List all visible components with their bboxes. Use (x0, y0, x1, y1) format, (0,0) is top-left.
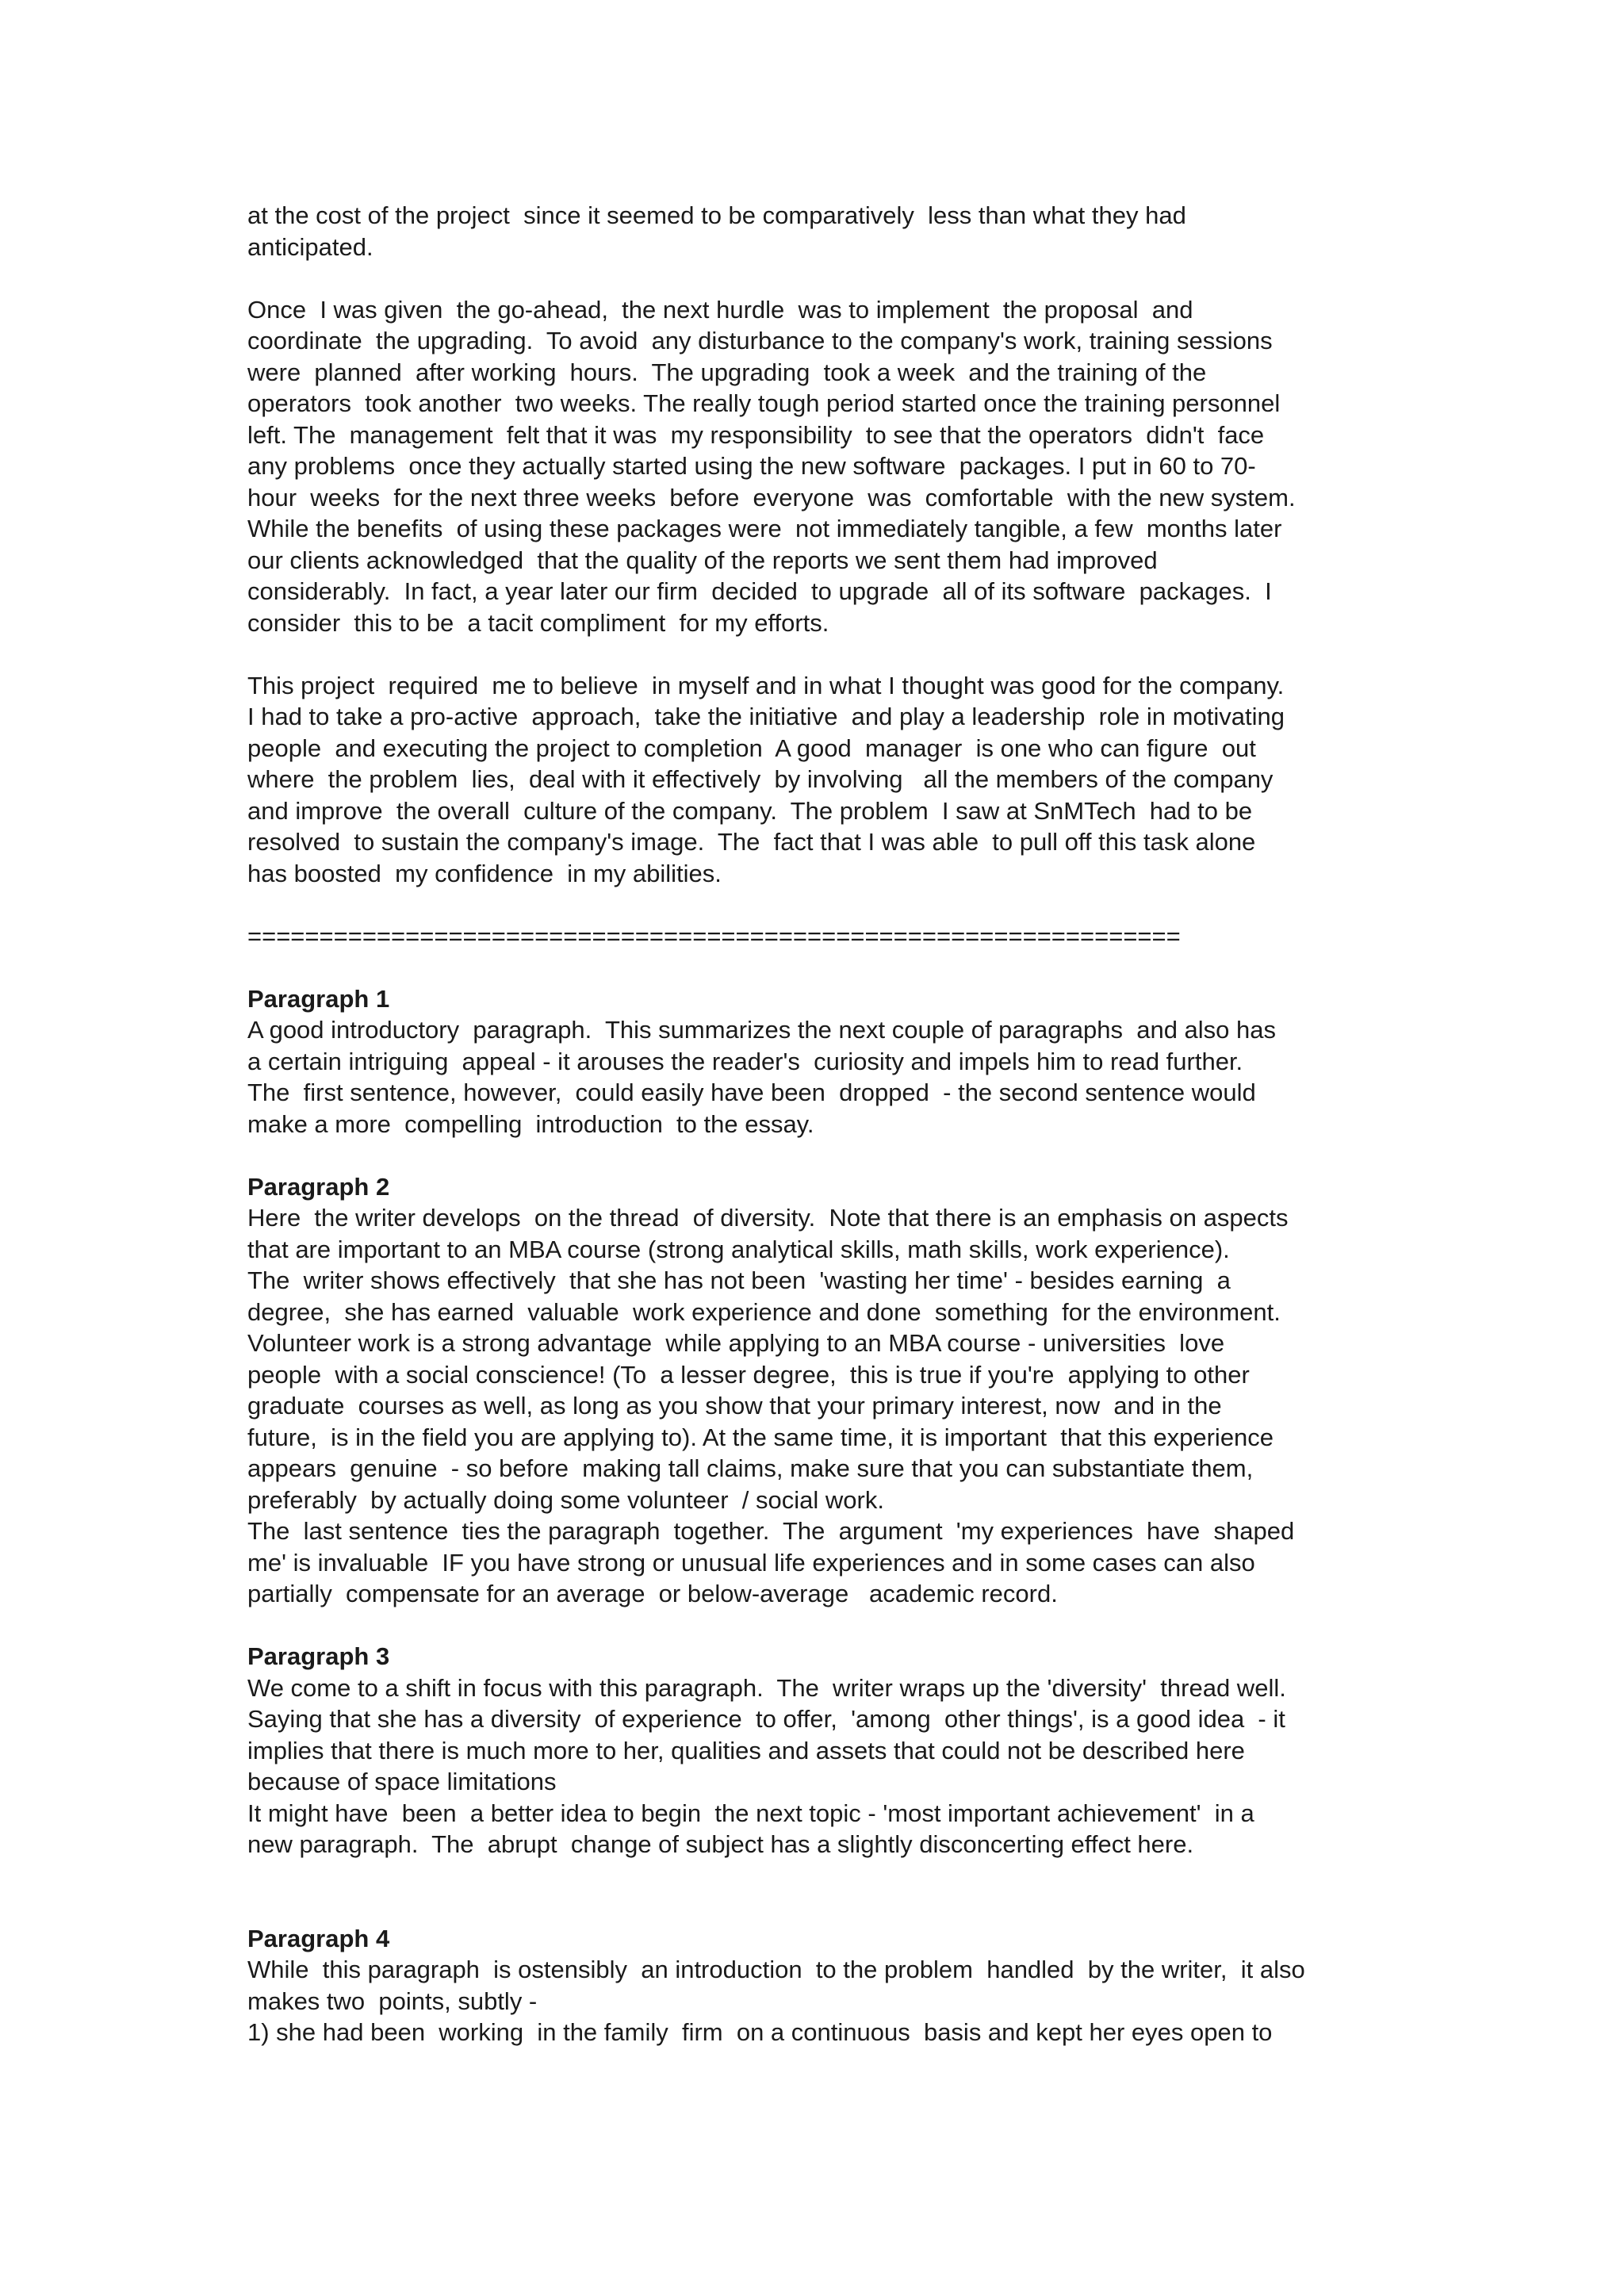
text-line: anticipated. (247, 232, 373, 261)
text-line: a certain intriguing appeal - it arouses the reader's curiosity and impels him to read further. (247, 1047, 1243, 1075)
text-line: coordinate the upgrading. To avoid any disturbance to the company's work, training sessions (247, 327, 1273, 354)
section-heading: Paragraph 3 (247, 1642, 390, 1670)
text-line: The first sentence, however, could easily have been dropped - the second sentence would (247, 1079, 1256, 1106)
text-line: any problems once they actually started using the new software packages. I put in 60 to 70- (247, 452, 1256, 480)
text-line: Volunteer work is a strong advantage while applying to an MBA course - universities love (247, 1329, 1225, 1357)
text-line: me' is invaluable IF you have strong or unusual life experiences and in some cases can also (247, 1548, 1255, 1577)
text-line: people with a social conscience! (To a lesser degree, this is true if you're applying to other (247, 1360, 1250, 1389)
text-line: Saying that she has a diversity of experience to offer, 'among other things', is a good idea - it (247, 1705, 1285, 1733)
text-line: future, is in the field you are applying to). At the same time, it is important that this experience (247, 1423, 1274, 1451)
intro-paragraph-3 (247, 670, 1389, 890)
text-line: While this paragraph is ostensibly an introduction to the problem handled by the writer, it also (247, 1956, 1305, 1983)
text-line: While the benefits of using these packages were not immediately tangible, a few months later (247, 515, 1282, 542)
text-line: I had to take a pro-active approach, take the initiative and play a leadership role in motivating (247, 703, 1285, 730)
text-line: Once I was given the go-ahead, the next hurdle was to implement the proposal and (247, 295, 1193, 324)
section-divider: ================================================================= (247, 921, 1181, 950)
text-line: where the problem lies, deal with it effectively by involving all the members of the company (247, 765, 1274, 793)
text-line: considerably. In fact, a year later our firm decided to upgrade all of its software packages. I (247, 577, 1272, 605)
text-line: were planned after working hours. The upgrading took a week and the training of the (247, 358, 1207, 386)
text-line: our clients acknowledged that the quality of the reports we sent them had improved (247, 546, 1158, 574)
text-line: A good introductory paragraph. This summarizes the next couple of paragraphs and also has (247, 1016, 1277, 1044)
text-line: consider this to be a tacit compliment for my efforts. (247, 608, 829, 637)
section-heading: Paragraph 1 (247, 984, 390, 1013)
text-line: hour weeks for the next three weeks before everyone was comfortable with the new system. (247, 483, 1296, 511)
text-line: at the cost of the project since it seemed to be comparatively less than what they had (247, 201, 1186, 229)
text-line: The writer shows effectively that she has not been 'wasting her time' - besides earning a (247, 1266, 1231, 1294)
document-page (247, 200, 1389, 2079)
text-line: makes two points, subtly - (247, 1987, 538, 2015)
section-heading: Paragraph 2 (247, 1172, 390, 1201)
text-line: It might have been a better idea to begin the next topic - 'most important achievement' in a (247, 1799, 1254, 1827)
intro-paragraph-2 (247, 294, 1389, 639)
text-line: This project required me to believe in myself and in what I thought was good for the company. (247, 671, 1285, 699)
text-line: has boosted my confidence in my abilities. (247, 859, 722, 887)
text-line: We come to a shift in focus with this paragraph. The writer wraps up the 'diversity' thread well. (247, 1673, 1286, 1702)
text-line: people and executing the project to completion A good manager is one who can figure out (247, 734, 1256, 762)
text-line: and improve the overall culture of the company. The problem I saw at SnMTech had to be (247, 796, 1253, 825)
text-line: because of space limitations (247, 1768, 557, 1795)
text-line: implies that there is much more to her, qualities and assets that could not be described here (247, 1736, 1245, 1764)
text-line: resolved to sustain the company's image. The fact that I was able to pull off this task alone (247, 828, 1256, 856)
text-line: that are important to an MBA course (strong analytical skills, math skills, work experience). (247, 1235, 1230, 1263)
text-line: appears genuine - so before making tall claims, make sure that you can substantiate them, (247, 1454, 1254, 1482)
text-line: left. The management felt that it was my responsibility to see that the operators didn't face (247, 420, 1265, 449)
text-line: 1) she had been working in the family firm on a continuous basis and kept her eyes open to (247, 2018, 1273, 2046)
section-heading: Paragraph 4 (247, 1924, 390, 1952)
text-line: partially compensate for an average or below-average academic record. (247, 1580, 1058, 1607)
text-line: graduate courses as well, as long as you show that your primary interest, now and in the (247, 1392, 1222, 1420)
intro-paragraph-1 (247, 200, 1389, 262)
text-line: new paragraph. The abrupt change of subject has a slightly disconcerting effect here. (247, 1830, 1194, 1858)
text-line: operators took another two weeks. The really tough period started once the training personnel (247, 389, 1281, 417)
text-line: make a more compelling introduction to the essay. (247, 1109, 814, 1138)
commentary-paragraph-4 (247, 1923, 1389, 2048)
commentary-paragraph-2 (247, 1171, 1389, 1610)
commentary-paragraph-3 (247, 1641, 1389, 1860)
text-line: preferably by actually doing some volunteer / social work. (247, 1485, 884, 1514)
text-line: degree, she has earned valuable work experience and done something for the environment. (247, 1297, 1281, 1326)
text-line: Here the writer develops on the thread of diversity. Note that there is an emphasis on aspects (247, 1204, 1289, 1232)
text-line: The last sentence ties the paragraph together. The argument 'my experiences have shaped (247, 1517, 1295, 1545)
commentary-paragraph-1 (247, 983, 1389, 1140)
